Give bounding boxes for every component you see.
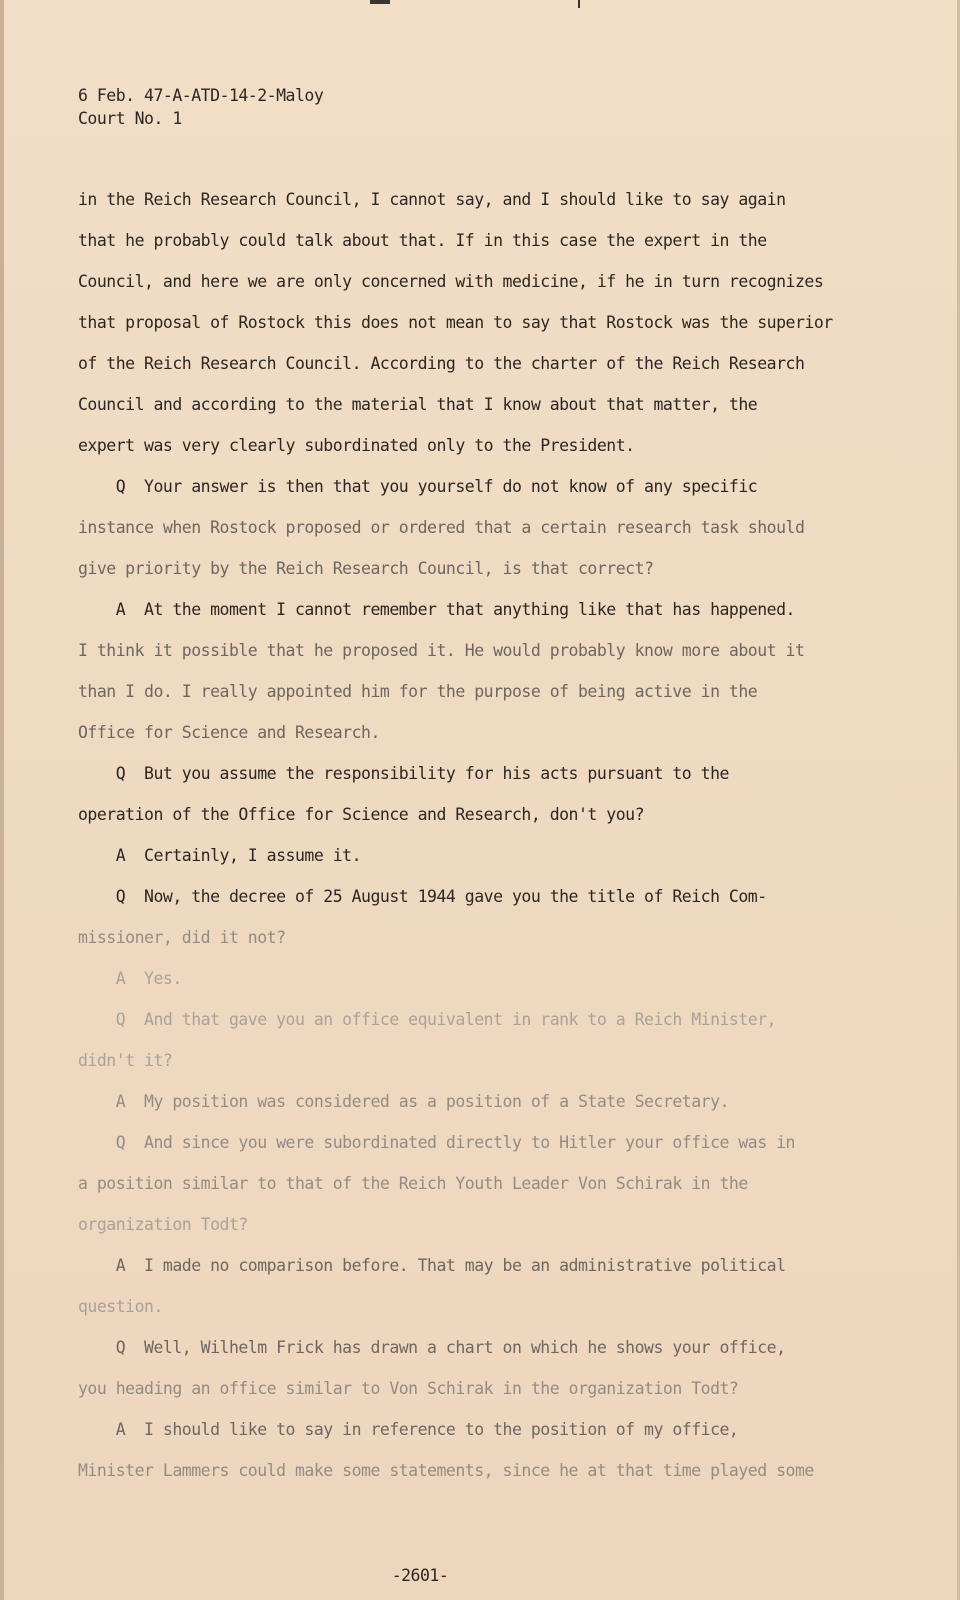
transcript-line: that he probably could talk about that. If in this case the expert in the (78, 231, 767, 250)
header-line-court: Court No. 1 (78, 109, 182, 128)
transcript-line: A Yes. (78, 969, 182, 988)
transcript-line: expert was very clearly subordinated only to the President. (78, 436, 635, 455)
transcript-line: in the Reich Research Council, I cannot say, and I should like to say again (78, 190, 786, 209)
transcript-line: A At the moment I cannot remember that anything like that has happened. (78, 600, 795, 619)
transcript-line: that proposal of Rostock this does not mean to say that Rostock was the superior (78, 313, 833, 332)
transcript-line: Council and according to the material that I know about that matter, the (78, 395, 758, 414)
transcript-line: A I should like to say in reference to the position of my office, (78, 1420, 739, 1439)
transcript-line: didn't it? (78, 1051, 173, 1070)
transcript-line: Office for Science and Research. (78, 723, 380, 742)
transcript-line: Council, and here we are only concerned with medicine, if he in turn recognizes (78, 272, 824, 291)
transcript-line: A My position was considered as a position of a State Secretary. (78, 1092, 729, 1111)
transcript-line: give priority by the Reich Research Council, is that correct? (78, 559, 654, 578)
transcript-line: Minister Lammers could make some statements, since he at that time played some (78, 1461, 814, 1480)
transcript-line: Q And that gave you an office equivalent in rank to a Reich Minister, (78, 1010, 777, 1029)
transcript-line: A I made no comparison before. That may be an administrative political (78, 1256, 786, 1275)
transcript-line: question. (78, 1297, 163, 1316)
page-number: -2601- (391, 1566, 449, 1585)
transcript-line: a position similar to that of the Reich Youth Leader Von Schirak in the (78, 1174, 748, 1193)
transcript-line: A Certainly, I assume it. (78, 846, 362, 865)
transcript-line: operation of the Office for Science and Research, don't you? (78, 805, 645, 824)
transcript-line: Q Now, the decree of 25 August 1944 gave you the title of Reich Com- (78, 887, 767, 906)
header-line-session: 6 Feb. 47-A-ATD-14-2-Maloy (78, 86, 324, 105)
transcript-line: instance when Rostock proposed or ordered that a certain research task should (78, 518, 805, 537)
transcript-line: Q Well, Wilhelm Frick has drawn a chart on which he shows your office, (78, 1338, 786, 1357)
transcript-line: I think it possible that he proposed it. He would probably know more about it (78, 641, 805, 660)
transcript-line: of the Reich Research Council. According to the charter of the Reich Research (78, 354, 805, 373)
transcript-line: Q And since you were subordinated directly to Hitler your office was in (78, 1133, 795, 1152)
transcript-line: Q But you assume the responsibility for his acts pursuant to the (78, 764, 729, 783)
transcript-line: you heading an office similar to Von Schirak in the organization Todt? (78, 1379, 739, 1398)
transcript-line: than I do. I really appointed him for the purpose of being active in the (78, 682, 758, 701)
transcript-line: organization Todt? (78, 1215, 248, 1234)
transcript-line: Q Your answer is then that you yourself do not know of any specific (78, 477, 758, 496)
transcript-line: missioner, did it not? (78, 928, 286, 947)
